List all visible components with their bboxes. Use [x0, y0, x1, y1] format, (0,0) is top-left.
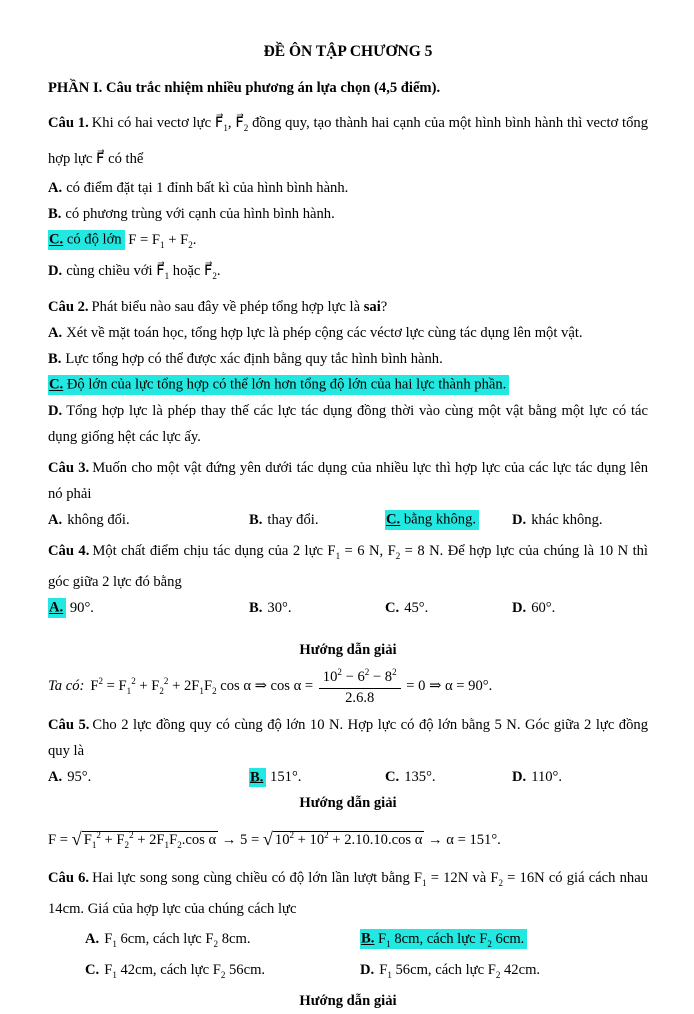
- answer-highlight: [360, 929, 527, 949]
- option-letter: A.: [48, 769, 63, 786]
- option-letter: B.: [249, 511, 263, 528]
- option-math: $F = F_1 + F_2$.: [128, 231, 197, 250]
- solution-heading: Hướng dẫn giải: [299, 641, 397, 658]
- formula-math: $F^2 = F_1^2 + F_2^2 + 2F_1F_2$ cos α ⇒ cos α = $\frac{10^2 - 6^2 - 8^2}{2.6.8}$ = 0 ⇒ α = 90°.: [90, 667, 493, 706]
- q5-options-row: [48, 764, 648, 790]
- option-text: Lực tổng hợp có thể được xác định bằng quy tắc hình bình hành.: [65, 350, 443, 367]
- option-letter: D.: [360, 961, 375, 978]
- answer-letter: C.: [386, 511, 401, 528]
- option-letter: D.: [48, 262, 63, 279]
- q3-option-b: [249, 507, 385, 533]
- question-6-stem: [48, 865, 648, 922]
- answer-letter: C.: [49, 376, 64, 393]
- option-letter: C.: [385, 769, 400, 786]
- question-1-label: Câu 1.: [48, 115, 89, 131]
- q4-option-d: [512, 595, 648, 621]
- option-text: 110°.: [531, 769, 563, 786]
- q5-option-d: [512, 764, 648, 790]
- option-text: 60°.: [531, 599, 556, 616]
- q4-option-a-answer: [48, 595, 249, 621]
- option-letter: C.: [385, 599, 400, 616]
- question-5-label: Câu 5.: [48, 717, 90, 734]
- option-text: Độ lớn của lực tổng hợp có thể lớn hơn tổng độ lớn của hai lực thành phần.: [66, 376, 507, 393]
- question-6-text: Hai lực song song cùng chiều có độ lớn lần lượt bằng $F_1 = 12N$ và $F_2 = 16N$ có giá cách nhau 14cm. Giá của hợp lực của chúng cách lực: [48, 869, 648, 917]
- answer-highlight: [48, 375, 509, 395]
- answer-letter: B.: [250, 769, 264, 786]
- q6-option-b-answer: [360, 926, 648, 957]
- q4-option-b: [249, 595, 385, 621]
- q2-option-a: [48, 320, 648, 346]
- q3-option-c-answer: [385, 507, 512, 533]
- q1-option-c-answer: [48, 227, 648, 258]
- answer-highlight: [48, 230, 125, 250]
- solution-heading: Hướng dẫn giải: [299, 795, 397, 812]
- option-letter: D.: [48, 402, 63, 419]
- solution-intro: Ta có:: [48, 678, 85, 695]
- option-text: 45°.: [404, 599, 429, 616]
- option-text: $F_1$ 42cm, cách lực $F_2$ 56cm.: [104, 961, 266, 980]
- q1-option-a: [48, 175, 648, 201]
- q5-solution-formula: [48, 820, 648, 860]
- option-letter: D.: [512, 769, 527, 786]
- question-2-label: Câu 2.: [48, 298, 89, 315]
- q6-option-d: [360, 957, 648, 988]
- q1-option-b: [48, 201, 648, 227]
- q6-options-row-1: [85, 926, 648, 957]
- q6-option-a: [85, 926, 360, 957]
- answer-letter: B.: [361, 930, 375, 947]
- option-text: có độ lớn: [66, 231, 122, 248]
- q5-option-a: [48, 764, 249, 790]
- question-1-stem: [48, 108, 648, 175]
- q2-option-d: [48, 398, 648, 450]
- q4-options-row: [48, 595, 648, 621]
- question-3-label: Câu 3.: [48, 459, 90, 476]
- question-4-stem: [48, 538, 648, 595]
- question-5-text: Cho 2 lực đồng quy có cùng độ lớn 10 N. Hợp lực có độ lớn bằng 5 N. Góc giữa 2 lực đồng quy là: [48, 717, 648, 760]
- option-letter: A.: [48, 324, 63, 341]
- q6-options-row-2: [85, 957, 648, 988]
- option-text: 151°.: [270, 769, 302, 786]
- q6-options-grid: [85, 926, 648, 988]
- question-1-text: Khi có hai vectơ lực $F⃗_1$, $F⃗_2$ đồng quy, tạo thành hai cạnh của một hình bình hành thì vectơ tổng hợp lực F⃗ có thể: [48, 115, 649, 167]
- q1-option-d: [48, 258, 648, 289]
- option-text: khác không.: [531, 511, 603, 528]
- option-text: 90°.: [69, 599, 94, 616]
- answer-letter: C.: [49, 231, 64, 248]
- option-letter: B.: [48, 205, 62, 222]
- option-text: 30°.: [267, 599, 292, 616]
- answer-letter: A.: [49, 599, 64, 616]
- option-letter: D.: [512, 511, 527, 528]
- option-text: Xét về mặt toán học, tổng hợp lực là phép cộng các véctơ lực cùng tác dụng lên một vật.: [66, 324, 583, 341]
- option-letter: A.: [85, 930, 100, 947]
- option-letter: B.: [249, 599, 263, 616]
- q6-option-c: [85, 957, 360, 988]
- question-6-label: Câu 6.: [48, 869, 90, 886]
- q2-option-c-answer: [48, 372, 648, 398]
- option-letter: A.: [48, 511, 63, 528]
- option-text: cùng chiều với $F⃗_1$ hoặc $F⃗_2$.: [66, 262, 221, 281]
- q3-option-d: [512, 507, 648, 533]
- formula-math: F = √ $F_1^2 + F_2^2 + 2F_1F_2.\cos$ α → 5 = √ $10^2 + 10^2 + 2.10.10.\cos$ α → α = 151°.: [48, 828, 501, 850]
- question-2-text: Phát biểu nào sau đây về phép tổng hợp lực là sai?: [91, 298, 388, 315]
- q2-option-b: [48, 346, 648, 372]
- page-title: ĐỀ ÔN TẬP CHƯƠNG 5: [263, 43, 433, 60]
- option-text: 95°.: [67, 769, 92, 786]
- question-2-stem: [48, 294, 648, 320]
- q5-option-b-answer: [249, 764, 385, 790]
- option-text: thay đổi.: [267, 511, 319, 528]
- answer-highlight: [48, 598, 66, 618]
- option-text: $F_1$ 6cm, cách lực $F_2$ 8cm.: [104, 930, 251, 949]
- answer-highlight: [249, 768, 266, 788]
- option-text: có điểm đặt tại 1 đỉnh bất kì của hình bình hành.: [66, 179, 349, 196]
- option-text: Tổng hợp lực là phép thay thế các lực tác dụng đồng thời vào cùng một vật bằng một lực có tác dụng giống hệt các lực ấy.: [48, 402, 648, 445]
- option-text: không đổi.: [67, 511, 130, 528]
- solution-heading: Hướng dẫn giải: [299, 992, 397, 1009]
- q4-solution-formula: [48, 667, 648, 707]
- answer-highlight: [385, 510, 479, 530]
- option-letter: C.: [85, 961, 100, 978]
- option-letter: D.: [512, 599, 527, 616]
- question-5-stem: [48, 712, 648, 764]
- option-text: bằng không.: [403, 511, 477, 528]
- option-text: 135°.: [404, 769, 436, 786]
- question-3-stem: [48, 455, 648, 507]
- option-text: có phương trùng với cạnh của hình bình hành.: [65, 205, 335, 222]
- q3-option-a: [48, 507, 249, 533]
- option-letter: A.: [48, 179, 63, 196]
- question-3-text: Muốn cho một vật đứng yên dưới tác dụng của nhiều lực thì hợp lực của các lực tác dụng lên nó phải: [48, 459, 649, 502]
- q3-options-row: [48, 507, 648, 533]
- option-text: $F_1$ 56cm, cách lực $F_2$ 42cm.: [379, 961, 541, 980]
- option-letter: B.: [48, 350, 62, 367]
- q5-option-c: [385, 764, 512, 790]
- q4-option-c: [385, 595, 512, 621]
- option-text: $F_1$ 8cm, cách lực $F_2$ 6cm.: [378, 930, 525, 949]
- part1-heading: PHẦN I. Câu trắc nhiệm nhiều phương án lựa chọn (4,5 điểm).: [48, 80, 441, 96]
- question-4-text: Một chất điểm chịu tác dụng của 2 lực $F_1 = 6$ N, $F_2 = 8$ N. Để hợp lực của chúng là 10 N thì góc giữa 2 lực đó bằng: [48, 542, 648, 590]
- question-4-label: Câu 4.: [48, 542, 90, 559]
